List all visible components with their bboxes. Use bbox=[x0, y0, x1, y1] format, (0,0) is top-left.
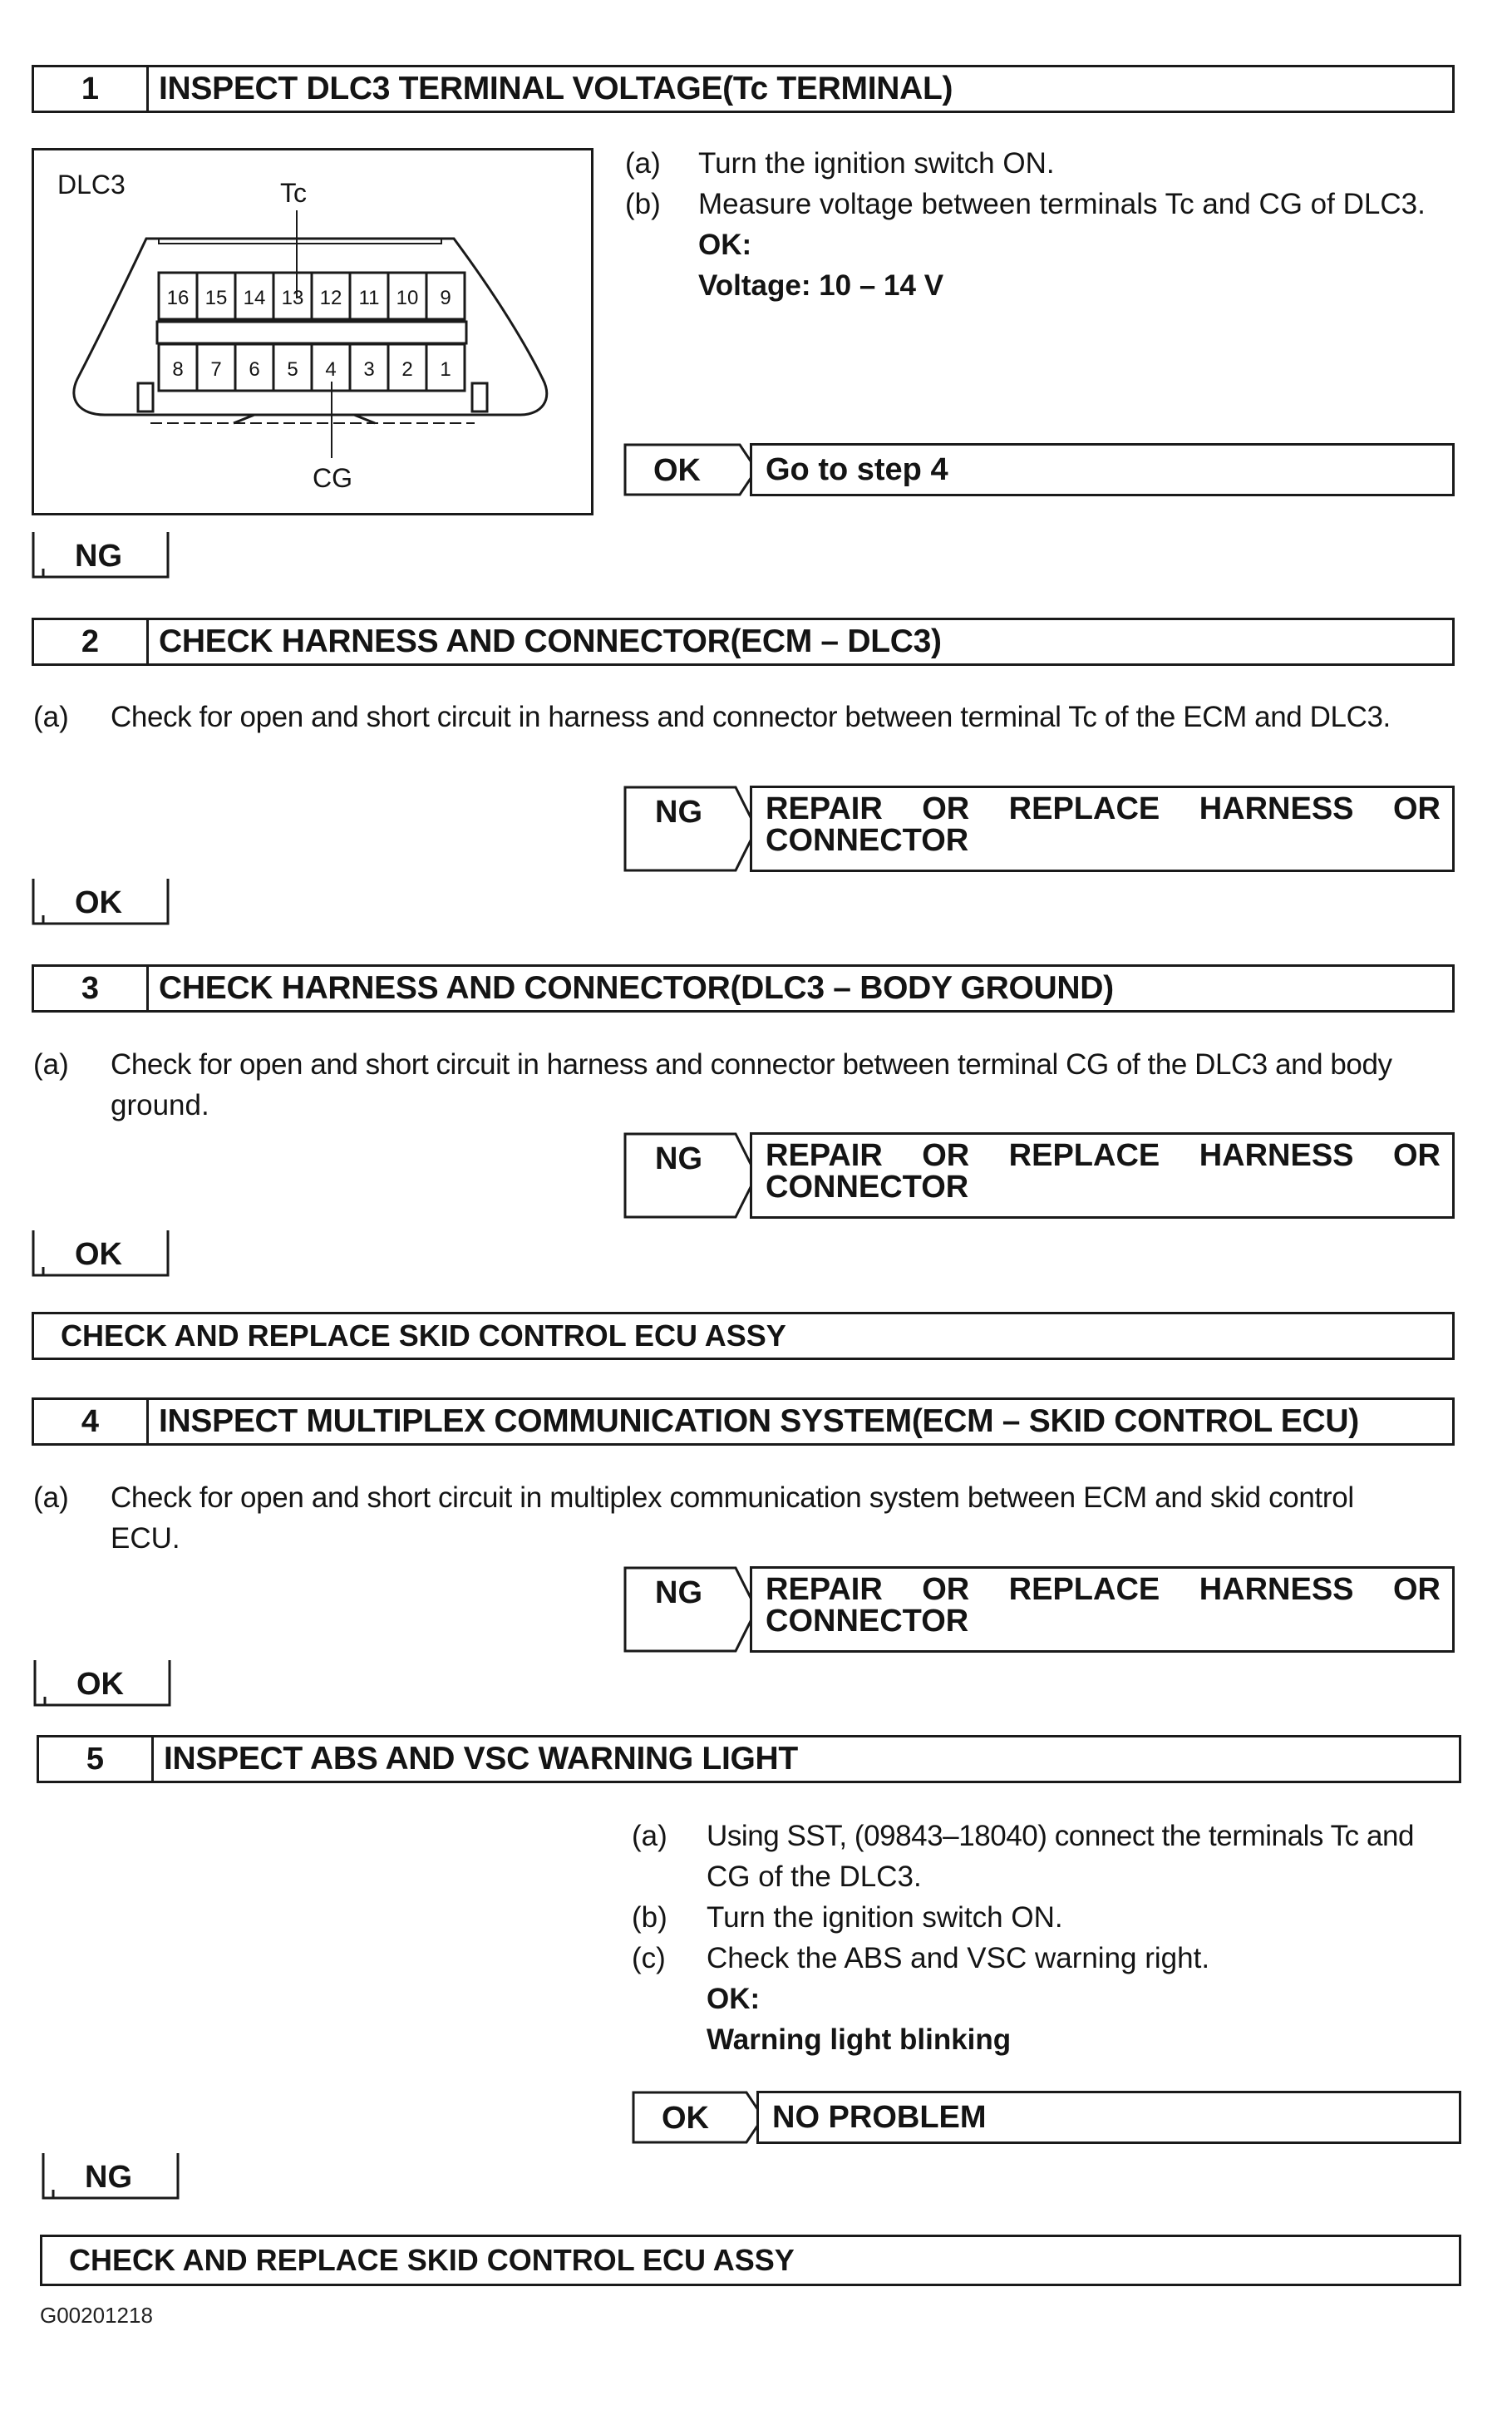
result-word: OR bbox=[1392, 1572, 1441, 1607]
step5-c-text: Check the ABS and VSC warning right. bbox=[707, 1942, 1210, 1974]
connector-bottom-tab bbox=[234, 415, 375, 423]
step1-a-text: Turn the ignition switch ON. bbox=[698, 147, 1055, 180]
pin-number: 4 bbox=[325, 358, 337, 381]
step5-ok-flag: OK bbox=[662, 2101, 709, 2136]
pin-number: 10 bbox=[396, 287, 419, 309]
result-word: REPLACE bbox=[1008, 1138, 1160, 1173]
step1-branch-label: NG bbox=[75, 539, 122, 574]
step1-b-label: (b) bbox=[625, 188, 661, 220]
step2-a-text: Check for open and short circuit in harness and connector between terminal Tc of the ECM and DLC3. bbox=[111, 701, 1391, 733]
step-number: 2 bbox=[34, 620, 149, 663]
dlc3-diagram bbox=[32, 148, 593, 515]
check-replace-box-2 bbox=[40, 2235, 1461, 2286]
result-word: OR bbox=[922, 1572, 970, 1607]
step4-branch-label: OK bbox=[76, 1667, 124, 1702]
step-title: CHECK HARNESS AND CONNECTOR(DLC3 – BODY GROUND) bbox=[159, 970, 1114, 1006]
step-4-header bbox=[32, 1397, 1455, 1446]
step-number: 5 bbox=[39, 1737, 154, 1781]
step2-branch-label: OK bbox=[75, 885, 122, 920]
step3-a-line2: ground. bbox=[111, 1089, 209, 1121]
pin-number: 2 bbox=[401, 358, 413, 381]
result-word: OR bbox=[1392, 1138, 1441, 1173]
step4-ng-flag: NG bbox=[655, 1575, 702, 1610]
step5-a-label: (a) bbox=[632, 1820, 667, 1852]
pin-number: 6 bbox=[249, 358, 260, 381]
step4-ok-branch bbox=[33, 1658, 173, 1708]
top-pin-row bbox=[159, 273, 465, 319]
step-title: INSPECT ABS AND VSC WARNING LIGHT bbox=[164, 1741, 798, 1777]
step1-result-box bbox=[750, 443, 1455, 496]
step5-b-text: Turn the ignition switch ON. bbox=[707, 1901, 1063, 1934]
step3-result-line2: CONNECTOR bbox=[766, 1170, 969, 1205]
result-word: HARNESS bbox=[1199, 791, 1354, 826]
check-replace-text-1: CHECK AND REPLACE SKID CONTROL ECU ASSY bbox=[61, 1318, 786, 1353]
pin-number: 8 bbox=[172, 358, 184, 381]
pin-number: 5 bbox=[287, 358, 298, 381]
step4-result-line2: CONNECTOR bbox=[766, 1604, 969, 1639]
step3-ng-flag: NG bbox=[655, 1141, 702, 1176]
step-number: 1 bbox=[34, 67, 149, 111]
step-1-header bbox=[32, 65, 1455, 113]
step2-ng-arrow-box bbox=[623, 786, 758, 872]
pin-number: 12 bbox=[319, 287, 342, 309]
step5-b-label: (b) bbox=[632, 1901, 667, 1934]
step1-result-text: Go to step 4 bbox=[766, 451, 948, 487]
cg-label: CG bbox=[313, 463, 352, 493]
step5-a-line2: CG of the DLC3. bbox=[707, 1861, 922, 1893]
pin-number: 3 bbox=[363, 358, 375, 381]
step1-b-text: Measure voltage between terminals Tc and CG of DLC3. bbox=[698, 188, 1426, 220]
step3-result-line1 bbox=[766, 1140, 1452, 1171]
step-number: 4 bbox=[34, 1400, 149, 1443]
pin-number: 9 bbox=[440, 287, 451, 309]
step3-ng-arrow-box bbox=[623, 1132, 758, 1219]
pin-number: 13 bbox=[281, 287, 304, 309]
result-word: OR bbox=[922, 1138, 970, 1173]
step1-ok-flag: OK bbox=[653, 453, 701, 488]
step5-branch-label: NG bbox=[85, 2160, 132, 2195]
step2-ok-branch bbox=[32, 877, 171, 927]
step-2-header bbox=[32, 618, 1455, 666]
step3-result-box bbox=[750, 1132, 1455, 1219]
step4-result-box bbox=[750, 1566, 1455, 1653]
step5-result-box bbox=[756, 2091, 1461, 2144]
bottom-pin-row bbox=[159, 344, 465, 391]
step2-a-label: (a) bbox=[33, 701, 69, 733]
step3-branch-label: OK bbox=[75, 1237, 122, 1272]
step3-ok-branch bbox=[32, 1229, 171, 1279]
step5-ok-label: OK: bbox=[707, 1983, 761, 2015]
step5-c-label: (c) bbox=[632, 1942, 666, 1974]
step5-result-text: NO PROBLEM bbox=[772, 2099, 987, 2135]
pin-number: 16 bbox=[166, 287, 190, 309]
step4-a-line1: Check for open and short circuit in multiplex communication system between ECM and skid control bbox=[111, 1481, 1354, 1514]
step4-ng-arrow-box bbox=[623, 1566, 758, 1653]
step4-result-line1 bbox=[766, 1574, 1452, 1605]
step4-a-line2: ECU. bbox=[111, 1522, 180, 1555]
step-title: INSPECT MULTIPLEX COMMUNICATION SYSTEM(ECM – SKID CONTROL ECU) bbox=[159, 1403, 1359, 1439]
step-5-header bbox=[37, 1735, 1461, 1783]
check-replace-text-2: CHECK AND REPLACE SKID CONTROL ECU ASSY bbox=[69, 2243, 795, 2277]
step1-ok-label: OK: bbox=[698, 229, 752, 261]
result-word: OR bbox=[1392, 791, 1441, 826]
pin-number: 15 bbox=[204, 287, 228, 309]
step-number: 3 bbox=[34, 967, 149, 1010]
connector-outline bbox=[74, 239, 547, 415]
step2-ng-flag: NG bbox=[655, 795, 702, 830]
result-word: REPLACE bbox=[1008, 791, 1160, 826]
diagram-title: DLC3 bbox=[57, 170, 126, 200]
step5-ng-branch bbox=[42, 2151, 181, 2201]
check-replace-box-1 bbox=[32, 1312, 1455, 1360]
result-word: HARNESS bbox=[1199, 1572, 1354, 1607]
pin-number: 7 bbox=[210, 358, 222, 381]
step5-a-line1: Using SST, (09843–18040) connect the terminals Tc and bbox=[707, 1820, 1415, 1852]
result-word: REPAIR bbox=[766, 1138, 883, 1173]
result-word: OR bbox=[922, 791, 970, 826]
pin-number: 14 bbox=[243, 287, 266, 309]
step1-ok-arrow-box bbox=[623, 443, 758, 496]
step3-a-line1: Check for open and short circuit in harness and connector between terminal CG of the DLC3 and body bbox=[111, 1048, 1392, 1081]
step5-ok-value: Warning light blinking bbox=[707, 2023, 1012, 2056]
result-word: HARNESS bbox=[1199, 1138, 1354, 1173]
result-word: REPLACE bbox=[1008, 1572, 1160, 1607]
right-mount-slot bbox=[472, 383, 487, 412]
pin-number: 1 bbox=[440, 358, 451, 381]
step4-a-label: (a) bbox=[33, 1481, 69, 1514]
step3-a-label: (a) bbox=[33, 1048, 69, 1081]
step-title: CHECK HARNESS AND CONNECTOR(ECM – DLC3) bbox=[159, 623, 942, 659]
tc-label: Tc bbox=[280, 178, 307, 208]
result-word: REPAIR bbox=[766, 791, 883, 826]
step2-result-line2: CONNECTOR bbox=[766, 823, 969, 858]
figure-id: G00201218 bbox=[40, 2303, 153, 2328]
step1-a-label: (a) bbox=[625, 147, 661, 180]
step5-ok-arrow-box bbox=[632, 2091, 765, 2144]
pin-number: 11 bbox=[358, 287, 380, 309]
step-3-header bbox=[32, 964, 1455, 1013]
step1-ok-value: Voltage: 10 – 14 V bbox=[698, 269, 944, 302]
step2-result-line1 bbox=[766, 793, 1452, 825]
result-word: REPAIR bbox=[766, 1572, 883, 1607]
step2-result-box bbox=[750, 786, 1455, 872]
step1-ng-branch bbox=[32, 530, 171, 580]
left-mount-slot bbox=[138, 383, 153, 412]
step-title: INSPECT DLC3 TERMINAL VOLTAGE(Tc TERMINAL) bbox=[159, 71, 953, 106]
center-key-bar bbox=[157, 322, 466, 343]
